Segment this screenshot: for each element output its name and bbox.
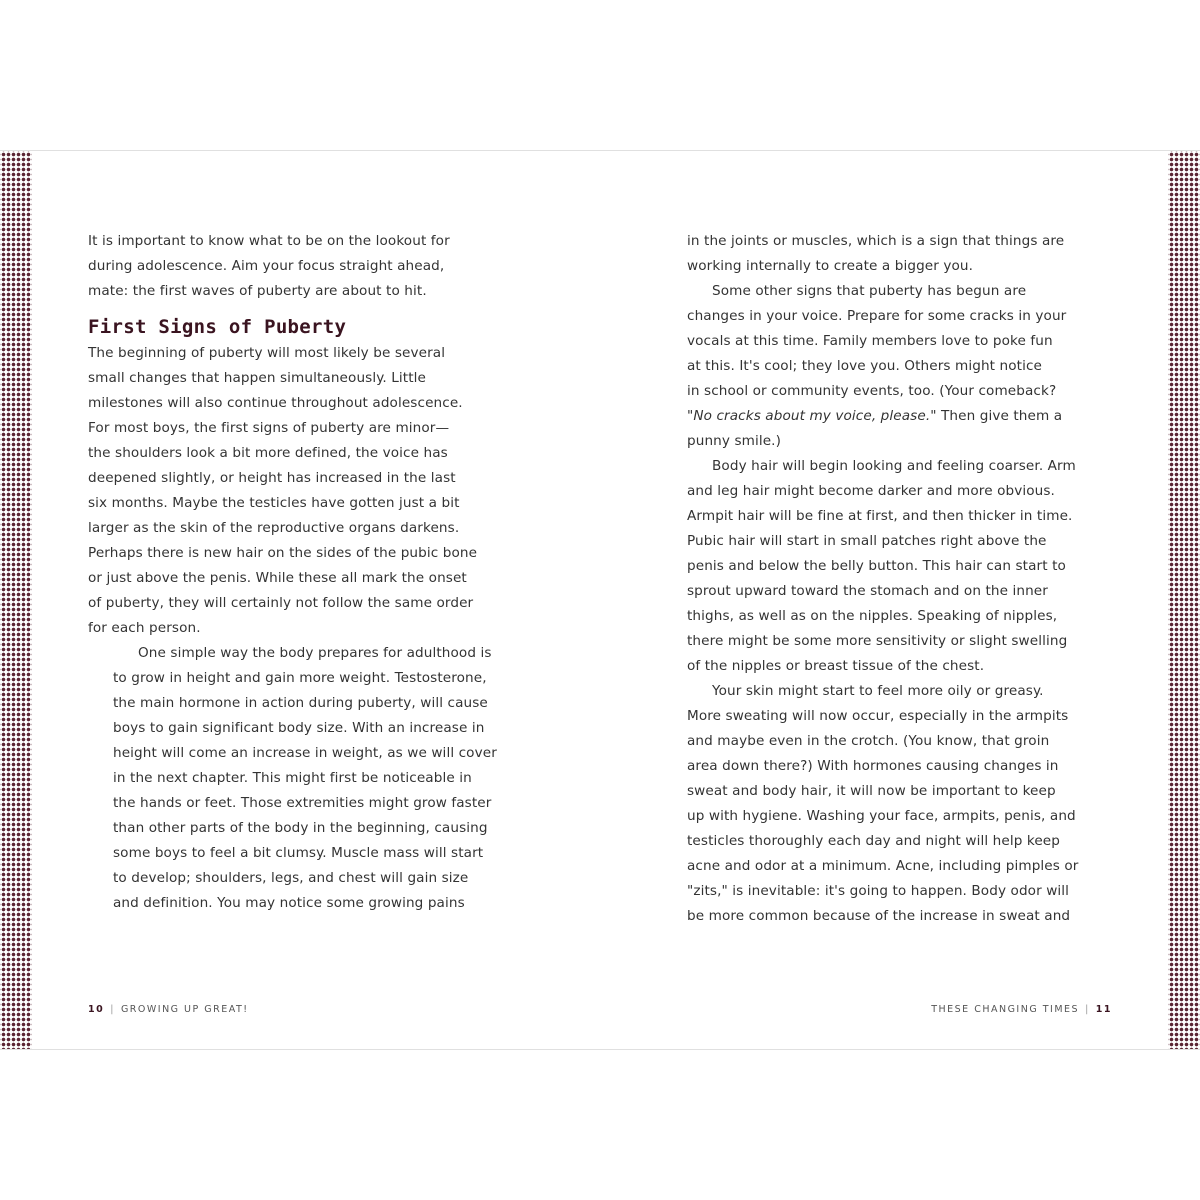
text-line: milestones will also continue throughout adolescence.: [88, 395, 463, 411]
running-head: GROWING UP GREAT!: [120, 1004, 249, 1015]
page-number: 10: [88, 1004, 105, 1015]
text-line-mixed: [687, 404, 1117, 429]
text-line: vocals at this time. Family members love to poke fun: [687, 333, 1053, 349]
text-line: Some other signs that puberty has begun are: [712, 283, 1027, 299]
intro-paragraph: [88, 229, 518, 304]
text-line: penis and below the belly button. This hair can start to: [687, 558, 1066, 574]
text-line: One simple way the body prepares for adulthood is: [138, 645, 492, 661]
body-paragraph: [687, 279, 1117, 454]
text-line: area down there?) With hormones causing changes in: [687, 758, 1059, 774]
text-line: More sweating will now occur, especially in the armpits: [687, 708, 1069, 724]
text-line: larger as the skin of the reproductive organs darkens.: [88, 520, 460, 536]
body-paragraph: [88, 641, 518, 916]
text-line: "zits," is inevitable: it's going to happen. Body odor will: [687, 883, 1070, 899]
text-line: Your skin might start to feel more oily or greasy.: [712, 683, 1044, 699]
body-paragraph: [687, 454, 1117, 679]
text-line: be more common because of the increase in sweat and: [687, 908, 1071, 924]
text-line: the hands or feet. Those extremities might grow faster: [113, 795, 492, 811]
italic-quote: "No cracks about my voice, please.": [687, 408, 937, 424]
text-line: testicles thoroughly each day and night will help keep: [687, 833, 1061, 849]
text-line: to grow in height and gain more weight. Testosterone,: [113, 670, 487, 686]
text-line: acne and odor at a minimum. Acne, including pimples or: [687, 858, 1079, 874]
text-line: some boys to feel a bit clumsy. Muscle mass will start: [113, 845, 484, 861]
text-line: in school or community events, too. (Your comeback?: [687, 383, 1057, 399]
section-heading: First Signs of Puberty: [88, 316, 347, 338]
left-folio: [88, 1004, 249, 1015]
text-line: six months. Maybe the testicles have gotten just a bit: [88, 495, 460, 511]
left-page: [88, 229, 518, 916]
text-line: in the next chapter. This might first be noticeable in: [113, 770, 472, 786]
text-line: the shoulders look a bit more defined, the voice has: [88, 445, 448, 461]
text-line: for each person.: [88, 620, 201, 636]
text-line: up with hygiene. Washing your face, armpits, penis, and: [687, 808, 1076, 824]
text-line: the main hormone in action during puberty, will cause: [113, 695, 488, 711]
text-line: sprout upward toward the stomach and on the inner: [687, 583, 1048, 599]
text-line: and maybe even in the crotch. (You know, that groin: [687, 733, 1050, 749]
text-fragment: Then give them a: [936, 408, 1063, 424]
text-line: there might be some more sensitivity or slight swelling: [687, 633, 1068, 649]
text-line: Armpit hair will be fine at first, and then thicker in time.: [687, 508, 1073, 524]
left-dot-border: [0, 151, 32, 1049]
text-line: height will come an increase in weight, as we will cover: [113, 745, 497, 761]
text-line: thighs, as well as on the nipples. Speaking of nipples,: [687, 608, 1058, 624]
book-spread: [0, 150, 1200, 1050]
body-paragraph: [687, 679, 1117, 929]
text-line: Body hair will begin looking and feeling coarser. Arm: [712, 458, 1076, 474]
text-line: working internally to create a bigger you.: [687, 258, 974, 274]
text-line: to develop; shoulders, legs, and chest will gain size: [113, 870, 469, 886]
right-folio: [931, 1004, 1112, 1015]
body-paragraph: [88, 341, 518, 641]
text-line: sweat and body hair, it will now be important to keep: [687, 783, 1056, 799]
text-line: changes in your voice. Prepare for some cracks in your: [687, 308, 1067, 324]
text-line: and leg hair might become darker and more obvious.: [687, 483, 1055, 499]
right-dot-border: [1168, 151, 1200, 1049]
text-line: and definition. You may notice some growing pains: [113, 895, 465, 911]
running-head: THESE CHANGING TIMES: [931, 1004, 1080, 1015]
text-line: It is important to know what to be on the lookout for: [88, 233, 450, 249]
text-line: at this. It's cool; they love you. Others might notice: [687, 358, 1043, 374]
text-line: For most boys, the first signs of puberty are minor—: [88, 420, 450, 436]
body-paragraph: [687, 229, 1117, 279]
text-line: punny smile.): [687, 433, 782, 449]
text-line: Pubic hair will start in small patches right above the: [687, 533, 1047, 549]
text-line: mate: the first waves of puberty are about to hit.: [88, 283, 427, 299]
text-line: of puberty, they will certainly not follow the same order: [88, 595, 474, 611]
text-line: boys to gain significant body size. With an increase in: [113, 720, 485, 736]
text-line: The beginning of puberty will most likely be several: [88, 345, 446, 361]
text-line: deepened slightly, or height has increased in the last: [88, 470, 456, 486]
right-page: [687, 229, 1117, 929]
text-line: small changes that happen simultaneously. Little: [88, 370, 427, 386]
text-line: in the joints or muscles, which is a sign that things are: [687, 233, 1065, 249]
page-number: 11: [1095, 1004, 1112, 1015]
text-line: or just above the penis. While these all mark the onset: [88, 570, 467, 586]
text-line: of the nipples or breast tissue of the chest.: [687, 658, 985, 674]
text-line: than other parts of the body in the beginning, causing: [113, 820, 488, 836]
folio-separator: |: [110, 1004, 115, 1015]
text-line: Perhaps there is new hair on the sides of the pubic bone: [88, 545, 478, 561]
text-line: during adolescence. Aim your focus straight ahead,: [88, 258, 445, 274]
folio-separator: |: [1085, 1004, 1090, 1015]
